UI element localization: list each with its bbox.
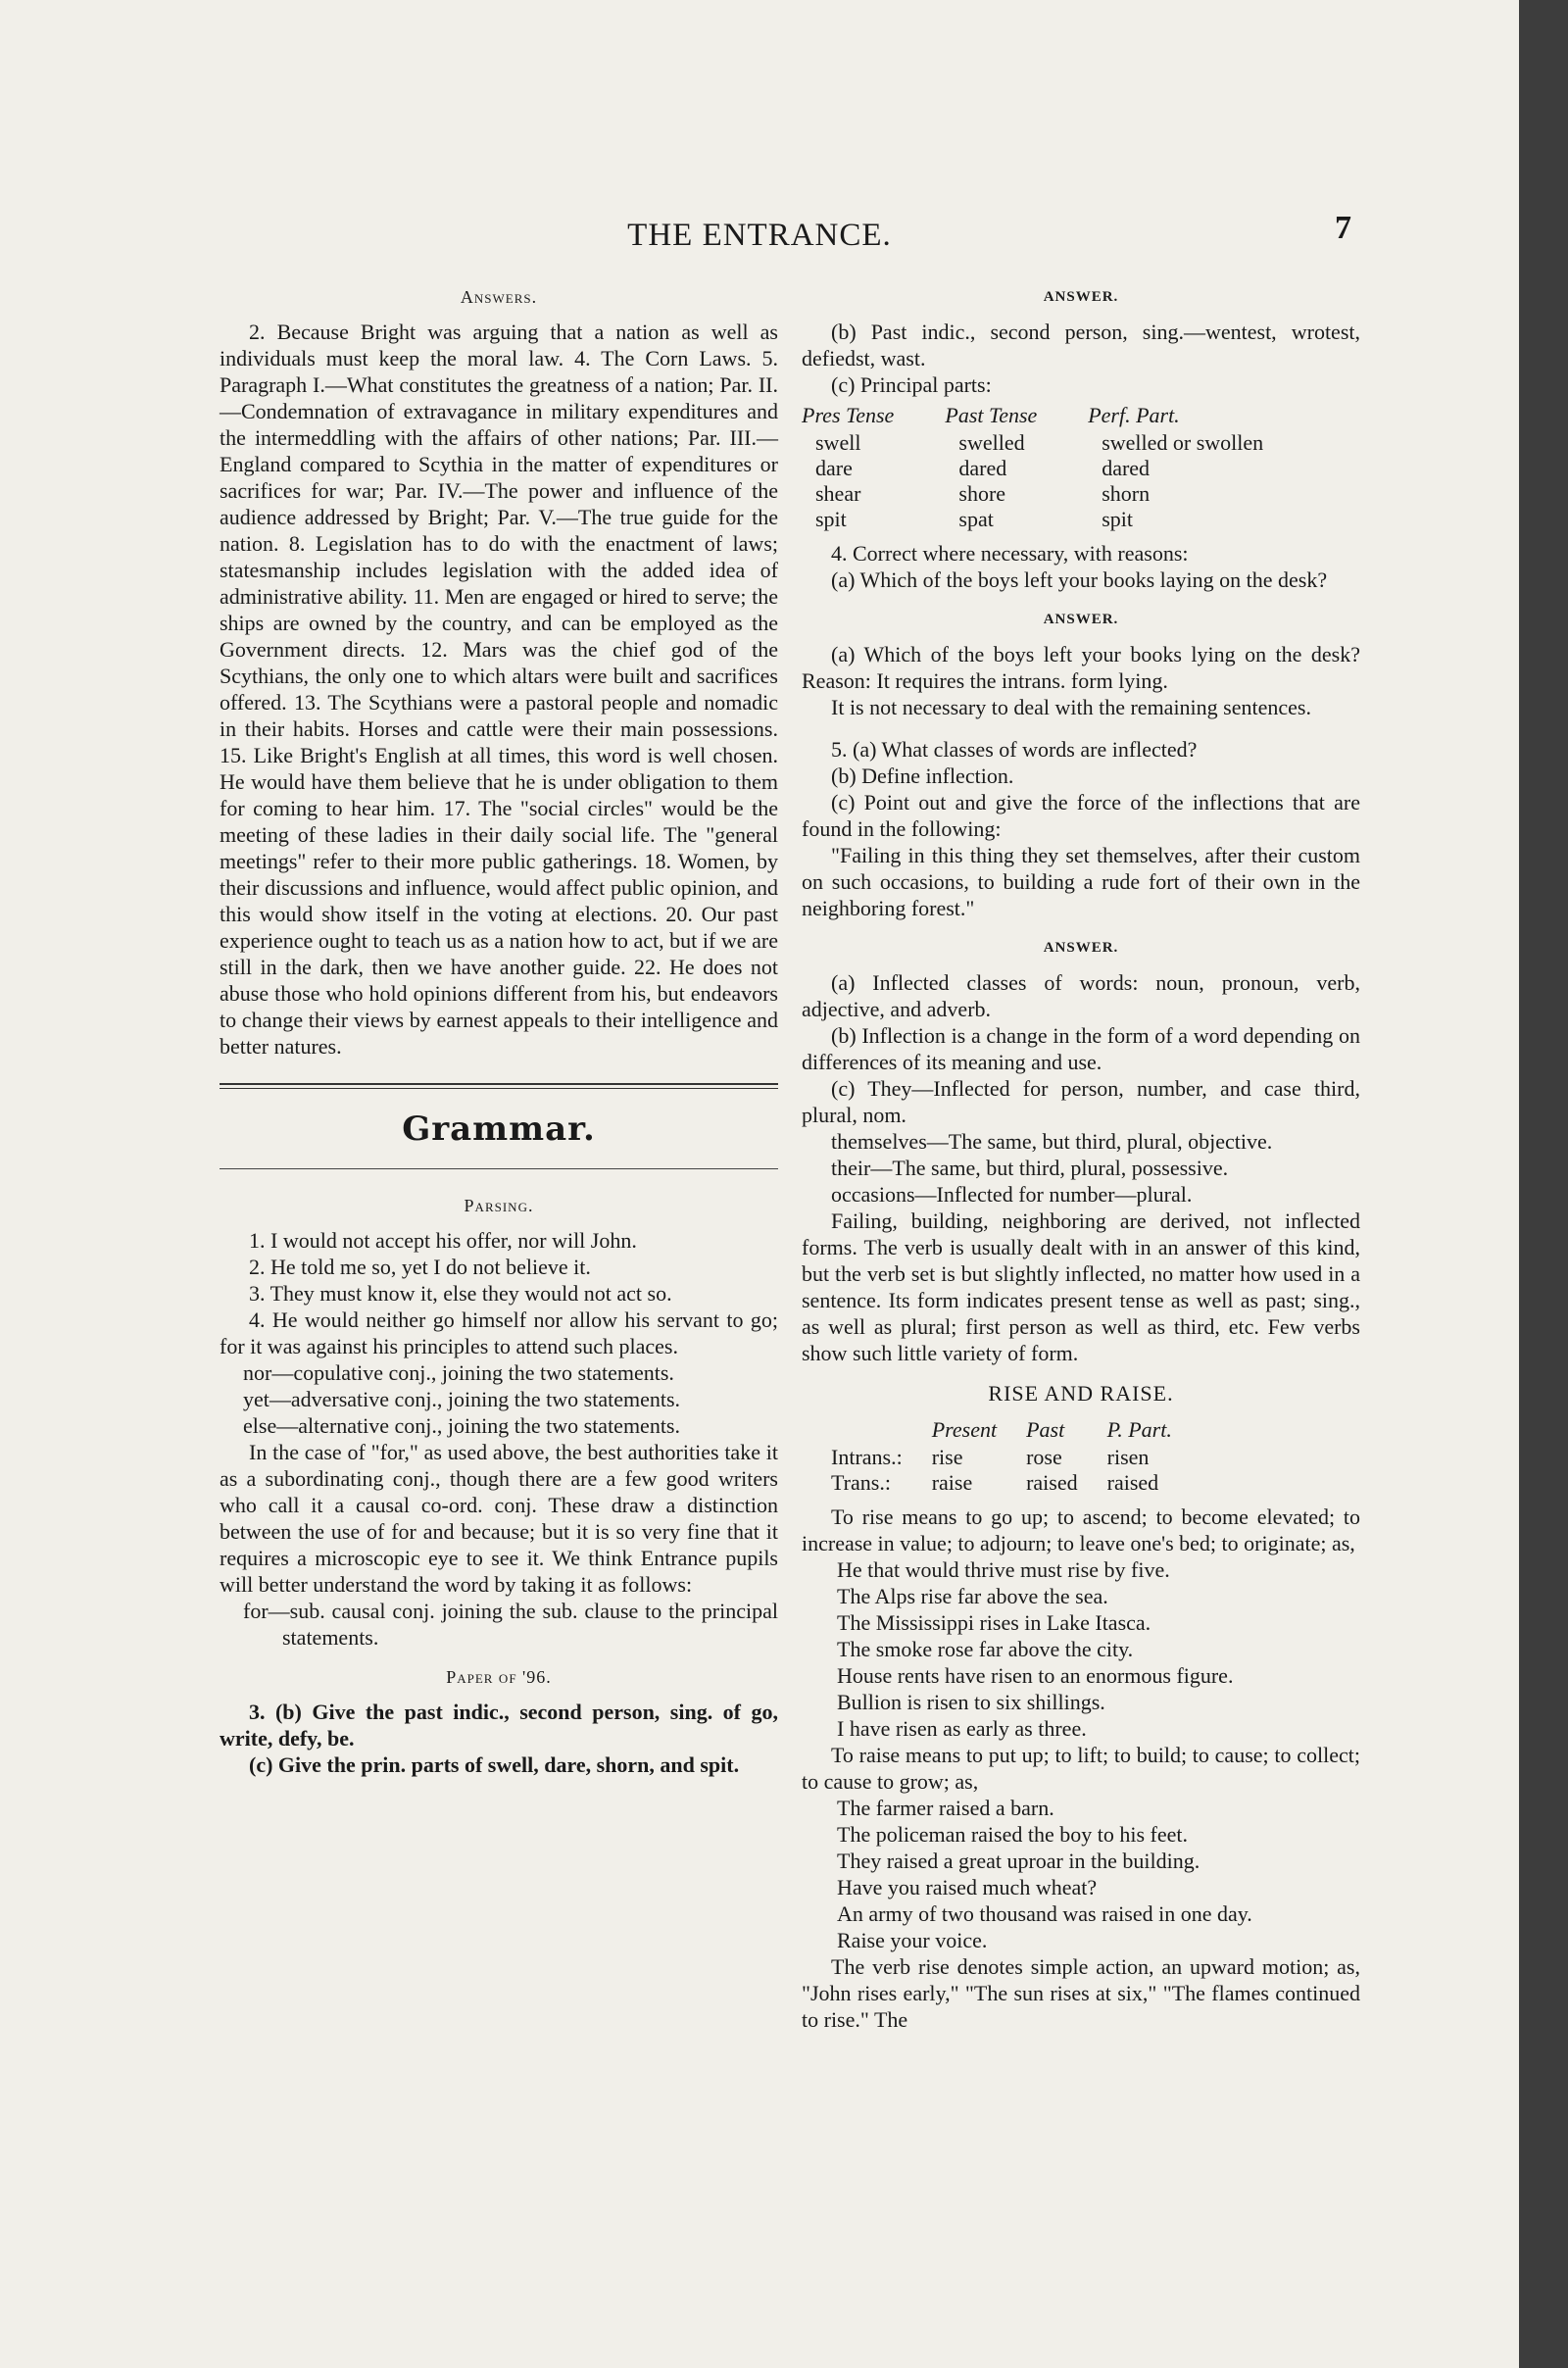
answer-4-note: It is not necessary to deal with the remaining sentences.	[831, 695, 1311, 719]
example-sentence: The Mississippi rises in Lake Itasca.	[837, 1610, 1152, 1635]
conjunction-item: yet—adversative conj., joining the two statements.	[243, 1387, 681, 1411]
example-sentence: Have you raised much wheat?	[837, 1875, 1098, 1899]
answer-heading: ANSWER.	[1043, 289, 1119, 305]
table-cell: dared	[1102, 456, 1151, 480]
table-row	[802, 481, 1360, 507]
for-definition: for—sub. causal conj. joining the sub. clause to the principal statements.	[243, 1599, 778, 1650]
table-cell: Trans.:	[831, 1470, 891, 1495]
table-header	[831, 1414, 932, 1445]
grammar-title: Grammar.	[402, 1110, 596, 1149]
example-sentence: They raised a great uproar in the building.	[837, 1849, 1200, 1873]
left-column	[220, 284, 778, 1778]
table-header: Pres Tense	[802, 403, 895, 427]
table-cell: shorn	[1102, 481, 1151, 506]
example-sentence: I have risen as early as three.	[837, 1716, 1087, 1741]
answer-4a: (a) Which of the boys left your books lying on the desk? Reason: It requires the intrans. form lying.	[802, 642, 1360, 693]
question-5-quote: "Failing in this thing they set themselves, after their custom on such occasions, to building a rude fort of their own in the neighboring forest."	[802, 843, 1360, 920]
principal-parts-table	[802, 400, 1360, 532]
table-header: Past	[1026, 1417, 1065, 1442]
example-sentence: The smoke rose far above the city.	[837, 1637, 1134, 1661]
example-sentence: He that would thrive must rise by five.	[837, 1557, 1170, 1582]
rise-raise-table	[831, 1414, 1201, 1496]
answer-5c-their: their—The same, but third, plural, possessive.	[831, 1156, 1229, 1180]
table-cell: raise	[931, 1470, 973, 1495]
raise-definition: To raise means to put up; to lift; to build; to cause; to collect; to cause to grow; as,	[802, 1743, 1360, 1794]
parsing-list	[220, 1227, 778, 1359]
conjunction-list	[220, 1359, 778, 1439]
table-cell: spit	[1102, 507, 1133, 531]
table-header: Past Tense	[945, 403, 1038, 427]
answer-b: (b) Past indic., second person, sing.—wentest, wrotest, defiedst, wast.	[802, 320, 1360, 370]
table-cell: rose	[1026, 1445, 1062, 1469]
question-5b: (b) Define inflection.	[831, 764, 1014, 788]
table-cell: swell	[815, 430, 861, 455]
page-number: 7	[1335, 210, 1351, 246]
conjunction-item: else—alternative conj., joining the two statements.	[243, 1413, 680, 1438]
parsing-item: 3. They must know it, else they would not act so.	[249, 1281, 672, 1306]
answers-text: 2. Because Bright was arguing that a nation as well as individuals must keep the moral law. 4. The Corn Laws. 5. Paragraph I.—What constitutes the greatness of a nation; Par. II.—Condemnation of extravagance in military expenditures and the intermeddling with the affairs of other nations; Par. III.—England compared to Scythia in the matter of expenditures or sacrifices for war; Par. IV.—The power and influence of the audience addressed by Bright; Par. V.—The true guide for the nation. 8. Legislation has to do with the enactment of laws; statesmanship includes legislation with the added idea of administrative ability. 11. Men are engaged or hired to serve; the ships are owned by the country, and can be employed as the Government directs. 12. Mars was the chief god of the Scythians, the only one to which altars were built and sacrifices offered. 13. The Scythians were a pastoral people and nomadic in their habits. Horses and cattle were their main possessions. 15. Like Bright's English at all times, this word is well chosen. He would have them believe that he is under obligation to them for coming to hear him. 17. The "social circles" would be the meeting of these ladies in their daily social life. The "general meetings" refer to their more public gatherings. 18. Women, by their discussions and influence, would affect public opinion, and this would show itself in the voting at elections. 20. Our past experience ought to teach us as a nation how to act, but if we are still in the dark, then we have another guide. 22. He does not abuse those who hold opinions different from his, but endeavors to change their views by earnest appeals to their intelligence and better natures.	[220, 320, 778, 1059]
answer-heading: ANSWER.	[1043, 940, 1119, 956]
rise-raise-title: RISE AND RAISE.	[988, 1381, 1174, 1406]
for-note: In the case of "for," as used above, the best authorities take it as a subordinating conj., though there are a few good writers who call it a causal co-ord. conj. These draw a distinction between the use of for and because; but it is so very fine that it requires a microscopic eye to see it. We think Entrance pupils will better understand the word by taking it as follows:	[220, 1440, 778, 1597]
table-row	[831, 1470, 1201, 1496]
answer-heading: ANSWER.	[1043, 612, 1119, 627]
table-header: P. Part.	[1106, 1417, 1172, 1442]
title-rule	[220, 1168, 778, 1169]
paper-question-3b: 3. (b) Give the past indic., second person, sing. of go, write, defy, be.	[220, 1700, 778, 1751]
table-cell: dare	[815, 456, 853, 480]
parsing-item: 4. He would neither go himself nor allow his servant to go; for it was against his principles to attend such places.	[220, 1307, 778, 1358]
answer-5b: (b) Inflection is a change in the form of a word depending on differences of its meaning and use.	[802, 1023, 1360, 1074]
section-divider	[220, 1083, 778, 1089]
example-sentence: The farmer raised a barn.	[837, 1796, 1054, 1820]
answers-heading: Answers.	[460, 287, 538, 307]
example-sentence: House rents have risen to an enormous figure.	[837, 1663, 1234, 1688]
rise-definition: To rise means to go up; to ascend; to become elevated; to increase in value; to adjourn; to leave one's bed; to originate; as,	[802, 1505, 1360, 1555]
table-row	[802, 507, 1360, 532]
table-row	[802, 430, 1360, 456]
table-cell: risen	[1106, 1445, 1150, 1469]
right-column	[802, 284, 1360, 2033]
example-sentence: The Alps rise far above the sea.	[837, 1584, 1108, 1608]
paper-question-3c: (c) Give the prin. parts of swell, dare, shorn, and spit.	[249, 1752, 740, 1777]
table-cell: swelled or swollen	[1102, 430, 1264, 455]
table-cell: rise	[931, 1445, 963, 1469]
question-5c: (c) Point out and give the force of the inflections that are found in the following:	[802, 790, 1360, 841]
table-cell: raised	[1026, 1470, 1078, 1495]
answer-5a: (a) Inflected classes of words: noun, pronoun, verb, adjective, and adverb.	[802, 970, 1360, 1021]
table-cell: shore	[958, 481, 1006, 506]
table-cell: spat	[958, 507, 994, 531]
example-sentence: Bullion is risen to six shillings.	[837, 1690, 1105, 1714]
rise-examples	[837, 1556, 1360, 1742]
table-row	[802, 456, 1360, 481]
example-sentence: The policeman raised the boy to his feet.	[837, 1822, 1188, 1847]
table-cell: Intrans.:	[831, 1445, 903, 1469]
raise-examples	[837, 1795, 1360, 1953]
table-cell: dared	[958, 456, 1007, 480]
answer-5c-they: (c) They—Inflected for person, number, and case third, plural, nom.	[802, 1076, 1360, 1127]
answer-5c-occasions: occasions—Inflected for number—plural.	[831, 1182, 1193, 1207]
question-4: 4. Correct where necessary, with reasons:	[831, 541, 1189, 566]
table-row	[831, 1445, 1201, 1470]
table-cell: shear	[815, 481, 861, 506]
answer-5c-failing: Failing, building, neighboring are derived, not inflected forms. The verb is usually dealt with in an answer of this kind, but the verb set is but slightly inflected, no matter how used in a sentence. Its form indicates present tense as well as past; sing., as well as plural; first person as well as third, etc. Few verbs show such little variety of form.	[802, 1209, 1360, 1365]
question-5a: 5. (a) What classes of words are inflected?	[831, 737, 1198, 762]
final-paragraph: The verb rise denotes simple action, an upward motion; as, "John rises early," "The sun rises at six," "The flames continued to rise." The	[802, 1954, 1360, 2032]
table-header: Perf. Part.	[1088, 403, 1180, 427]
question-4a: (a) Which of the boys left your books laying on the desk?	[831, 567, 1328, 592]
answer-c: (c) Principal parts:	[831, 372, 992, 397]
table-header: Present	[931, 1417, 998, 1442]
table-cell: spit	[815, 507, 847, 531]
parsing-heading: Parsing.	[464, 1196, 534, 1215]
example-sentence: Raise your voice.	[837, 1928, 988, 1952]
page-title: THE ENTRANCE.	[627, 218, 892, 253]
table-cell: swelled	[958, 430, 1025, 455]
parsing-item: 1. I would not accept his offer, nor will John.	[249, 1228, 637, 1253]
answer-5c-themselves: themselves—The same, but third, plural, objective.	[831, 1129, 1273, 1154]
parsing-item: 2. He told me so, yet I do not believe it.	[249, 1255, 591, 1279]
example-sentence: An army of two thousand was raised in one day.	[837, 1901, 1252, 1926]
table-cell: raised	[1106, 1470, 1159, 1495]
paper-heading: Paper of '96.	[446, 1667, 552, 1687]
conjunction-item: nor—copulative conj., joining the two statements.	[243, 1360, 674, 1385]
